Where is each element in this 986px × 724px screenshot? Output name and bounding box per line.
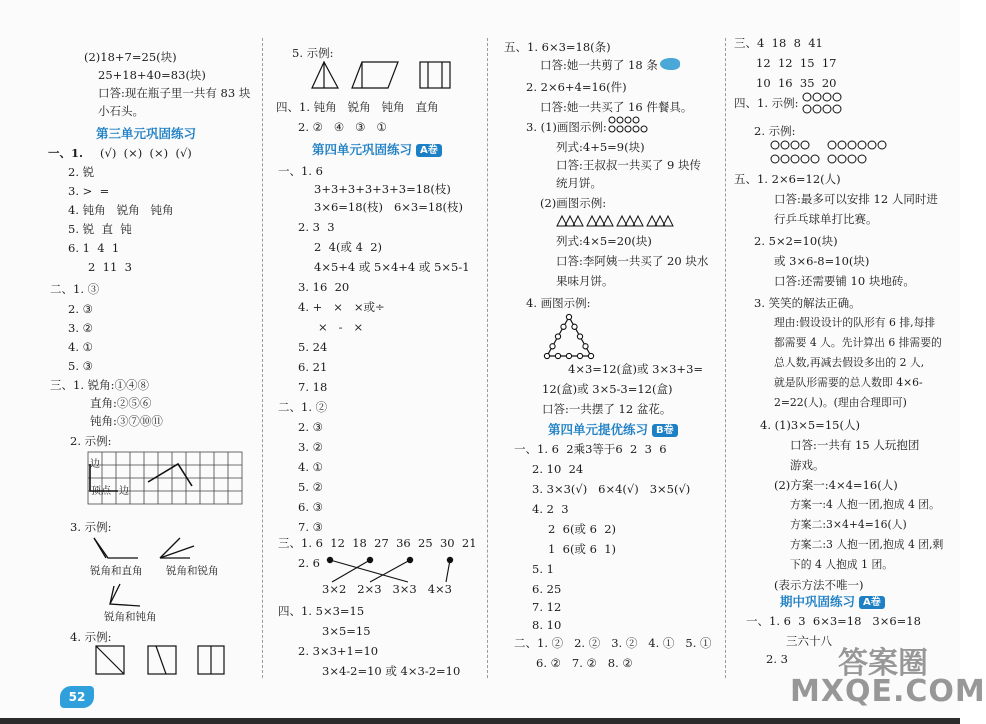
diagram-label: 顶点 bbox=[91, 486, 111, 497]
answer-line: 口答:王叔叔一共买了 9 块传 bbox=[556, 158, 702, 172]
answer-line: 5. 24 bbox=[298, 340, 328, 354]
answer-line: 三六十八 bbox=[786, 634, 832, 648]
answer-line: 3. (1)画图示例: bbox=[526, 120, 607, 134]
answer-line: 2. 3×3+1=10 bbox=[298, 644, 379, 658]
answer-line: 二、1. ② 2. ② 3. ② 4. ① 5. ① bbox=[514, 636, 712, 650]
answer-line: 4. + × ×或÷ bbox=[298, 300, 385, 314]
answer-line: 3. 3×3(√) 6×4(√) 3×5(√) bbox=[532, 482, 691, 496]
answer-line: 4. ① bbox=[298, 460, 323, 474]
section-title: 第三单元巩固练习 bbox=[96, 126, 197, 141]
text-line: 口答:现在瓶子里一共有 83 块 bbox=[98, 86, 251, 100]
answer-line: 三、4 18 8 41 bbox=[734, 36, 823, 50]
answer-line: (2)画图示例: bbox=[540, 196, 607, 210]
answer-line: 4. (1)3×5=15(人) bbox=[760, 418, 860, 432]
answer-line: 或 3×6-8=10(块) bbox=[774, 254, 870, 268]
answer-line: 3×4-2=10 或 4×3-2=10 bbox=[322, 664, 461, 678]
answer-line: 就是队形需要的总人数即 4×6- bbox=[774, 376, 923, 389]
answer-line: 理由:假设设计的队形有 6 排,每排 bbox=[774, 316, 936, 329]
answer-line: 口答:一共有 15 人玩抱团 bbox=[790, 438, 920, 452]
answer-line: 口答:一共摆了 12 盆花。 bbox=[542, 402, 672, 416]
answer-line: 12(盒)或 3×5-3=12(盒) bbox=[542, 382, 673, 396]
answer-line: 2 4(或 4 2) bbox=[314, 240, 383, 254]
square-division-figures bbox=[96, 646, 226, 682]
answer-line: 列式:4×5=20(块) bbox=[556, 234, 652, 248]
answer-line: 4. 示例: bbox=[70, 630, 112, 644]
answer-line: 都需要 4 人。先计算出 6 排需要的 bbox=[774, 336, 942, 349]
answer-line: 口答:她一共买了 16 件餐具。 bbox=[540, 100, 693, 114]
answer-line: 一、1. 6 2乘3等于6 2 3 6 bbox=[514, 442, 667, 456]
answer-line: 2. 2×6+4=16(件) bbox=[526, 80, 627, 94]
answer-line: 3. ② bbox=[298, 440, 323, 454]
answer-line: 7. ③ bbox=[298, 520, 323, 534]
answer-line: 4. 2 3 bbox=[532, 502, 569, 516]
answer-line: 6. 1 4 1 bbox=[68, 241, 120, 255]
answer-line: 5. 锐 直 钝 bbox=[68, 222, 132, 236]
column-divider bbox=[487, 38, 488, 678]
text-line: 小石头。 bbox=[98, 104, 144, 118]
answer-line: 8. 10 bbox=[532, 618, 562, 632]
answer-line: 3. 16 20 bbox=[298, 280, 350, 294]
answer-line: 7. 12 bbox=[532, 600, 562, 614]
answer-line: 列式:4+5=9(块) bbox=[556, 140, 645, 154]
answer-line: 方案一:4 人抱一团,抱成 4 团。 bbox=[790, 498, 940, 511]
section-title bbox=[780, 592, 885, 610]
answer-line: 3. > = bbox=[68, 184, 110, 198]
answer-line: 2. 6 bbox=[298, 556, 320, 570]
answer-line: 下的 4 人抱成 1 团。 bbox=[790, 558, 894, 571]
answer-line: 6. 21 bbox=[298, 360, 328, 374]
answer-line: 2. 示例: bbox=[70, 434, 112, 448]
column-divider bbox=[725, 38, 726, 678]
answer-line: 三、1. 6 12 18 27 36 25 30 21 bbox=[278, 536, 477, 550]
answer-line: 直角:②⑤⑥ bbox=[90, 396, 152, 410]
answer-line: 一、1. 6 bbox=[278, 164, 323, 178]
answer-line: 二、1. ③ bbox=[50, 282, 100, 296]
answer-text: (√) (×) (×) (√) bbox=[100, 146, 192, 160]
answer-line: 5. 1 bbox=[532, 562, 554, 576]
answer-line: 3×2 2×3 3×3 4×3 bbox=[322, 582, 452, 596]
answer-line: × - × bbox=[318, 320, 364, 334]
section-title bbox=[548, 420, 678, 438]
answer-line: 统月饼。 bbox=[556, 176, 602, 190]
circles-drawing bbox=[608, 116, 648, 136]
answer-line: 口答:还需要铺 10 块地砖。 bbox=[774, 274, 915, 288]
answer-line: 2. 3 bbox=[766, 652, 788, 666]
answer-line: 2. ③ bbox=[298, 420, 323, 434]
answer-line: 2. 3 3 bbox=[298, 220, 335, 234]
answer-line: 一、1. 6 3 6×3=18 3×6=18 bbox=[746, 614, 921, 628]
answer-line: 6. ③ bbox=[298, 500, 323, 514]
answer-line: 4. 钝角 锐角 钝角 bbox=[68, 203, 174, 217]
answer-line: 方案二:3×4+4=16(人) bbox=[790, 518, 907, 531]
text-line: 25+18+40=83(块) bbox=[98, 68, 206, 82]
angle-caption: 锐角和钝角 bbox=[104, 611, 157, 623]
shape-examples bbox=[310, 60, 460, 92]
answer-line: 三、1. 锐角:①④⑧ bbox=[50, 378, 150, 392]
angle-grid-diagram bbox=[88, 452, 248, 507]
text-line: (2)18+7=25(块) bbox=[84, 50, 177, 64]
answer-line: 4×3=12(盒)或 3×3+3= bbox=[568, 362, 704, 376]
answer-line: 五、1. 2×6=12(人) bbox=[734, 172, 841, 186]
answer-line: 3. ② bbox=[68, 321, 93, 335]
answer-line: (表示方法不唯一) bbox=[774, 578, 864, 592]
answer-line: 2. 示例: bbox=[754, 124, 796, 138]
answer-line: 四、1. 钝角 锐角 钝角 直角 bbox=[276, 100, 439, 114]
circles-groups-drawing bbox=[770, 140, 890, 168]
answer-line: 游戏。 bbox=[790, 458, 825, 472]
answer-line: 口答:最多可以安排 12 人同时进 bbox=[774, 192, 938, 206]
answer-line: 6. 25 bbox=[532, 582, 562, 596]
answer-line: 二、1. ② bbox=[278, 400, 328, 414]
angle-caption: 锐角和锐角 bbox=[166, 565, 219, 577]
column-divider bbox=[262, 38, 263, 678]
triangles-drawing bbox=[556, 212, 676, 228]
angle-caption: 锐角和直角 bbox=[90, 565, 143, 577]
answer-line: 果味月饼。 bbox=[556, 274, 614, 288]
badge: A卷 bbox=[859, 596, 885, 609]
answer-line: 2. ② ④ ③ ① bbox=[298, 120, 387, 134]
answer-line: 5. ② bbox=[298, 480, 323, 494]
answer-line: 3×5=15 bbox=[322, 624, 371, 638]
section-title-text: 期中巩固练习 bbox=[780, 594, 856, 609]
answer-line: 3×6=18(枝) 6×3=18(枝) bbox=[314, 200, 463, 214]
badge: A卷 bbox=[416, 144, 442, 157]
answer-line: 3+3+3+3+3+3=18(枝) bbox=[314, 182, 451, 196]
answer-line: 7. 18 bbox=[298, 380, 328, 394]
section-title-text: 第四单元巩固练习 bbox=[312, 142, 413, 157]
answer-line: 4. ① bbox=[68, 340, 93, 354]
answer-line: 2. 5×2=10(块) bbox=[754, 234, 838, 248]
answer-line: 行乒乓球单打比赛。 bbox=[774, 212, 878, 226]
answer-line: 12 12 15 17 bbox=[756, 56, 837, 70]
circles-row-drawing bbox=[802, 92, 852, 122]
diagram-label: 边 bbox=[119, 486, 129, 497]
answer-line: 3. 笑笑的解法正确。 bbox=[754, 296, 861, 310]
section-title-text: 第四单元提优练习 bbox=[548, 422, 649, 437]
section-title bbox=[312, 140, 442, 158]
answer-line: 2 11 3 bbox=[88, 260, 132, 274]
answer-line: 10 16 35 20 bbox=[756, 76, 837, 90]
answer-line: 口答:李阿姨一共买了 20 块水 bbox=[556, 254, 709, 268]
answer-line: 2. 锐 bbox=[68, 165, 95, 179]
fish-icon bbox=[660, 58, 680, 70]
badge: B卷 bbox=[652, 424, 678, 437]
answer-line: 2. ③ bbox=[68, 302, 93, 316]
page-number: 52 bbox=[60, 686, 94, 708]
watermark-text: 答案圈 bbox=[838, 646, 928, 681]
answer-line: 口答:她一共剪了 18 条 bbox=[540, 58, 658, 72]
answer-line: 4. 画图示例: bbox=[526, 296, 591, 310]
answer-line: 四、1. 示例: bbox=[734, 96, 799, 110]
answer-line: 2 6(或 6 2) bbox=[548, 522, 617, 536]
diagram-label: 边 bbox=[90, 459, 100, 470]
answer-line: 五、1. 6×3=18(条) bbox=[504, 40, 611, 54]
answer-line: 四、1. 5×3=15 bbox=[278, 604, 365, 618]
answer-line: 6. ② 7. ② 8. ② bbox=[536, 656, 633, 670]
question-number: 一、1. bbox=[48, 146, 84, 160]
bottom-edge bbox=[0, 718, 960, 724]
answer-line: 5. 示例: bbox=[292, 46, 334, 60]
answer-line: 方案二:3 人抱一团,抱成 4 团,剩 bbox=[790, 538, 944, 551]
answer-line: 3. 示例: bbox=[70, 520, 112, 534]
answer-line: 1 6(或 6 1) bbox=[548, 542, 617, 556]
answer-line: 钝角:③⑦⑩⑪ bbox=[90, 414, 163, 428]
watermark-text: MXQE.COM bbox=[790, 674, 986, 709]
answer-line: 4×5+4 或 5×4+4 或 5×5-1 bbox=[314, 260, 470, 274]
triangle-dots-drawing bbox=[544, 314, 594, 360]
answer-line: 总人数,再减去假设多出的 2 人, bbox=[774, 356, 925, 369]
answer-line: 2=22(人)。(理由合理即可) bbox=[774, 396, 907, 409]
answer-line: 2. 10 24 bbox=[532, 462, 584, 476]
answer-line: 5. ③ bbox=[68, 359, 93, 373]
answer-line: (2)方案一:4×4=16(人) bbox=[774, 478, 898, 492]
